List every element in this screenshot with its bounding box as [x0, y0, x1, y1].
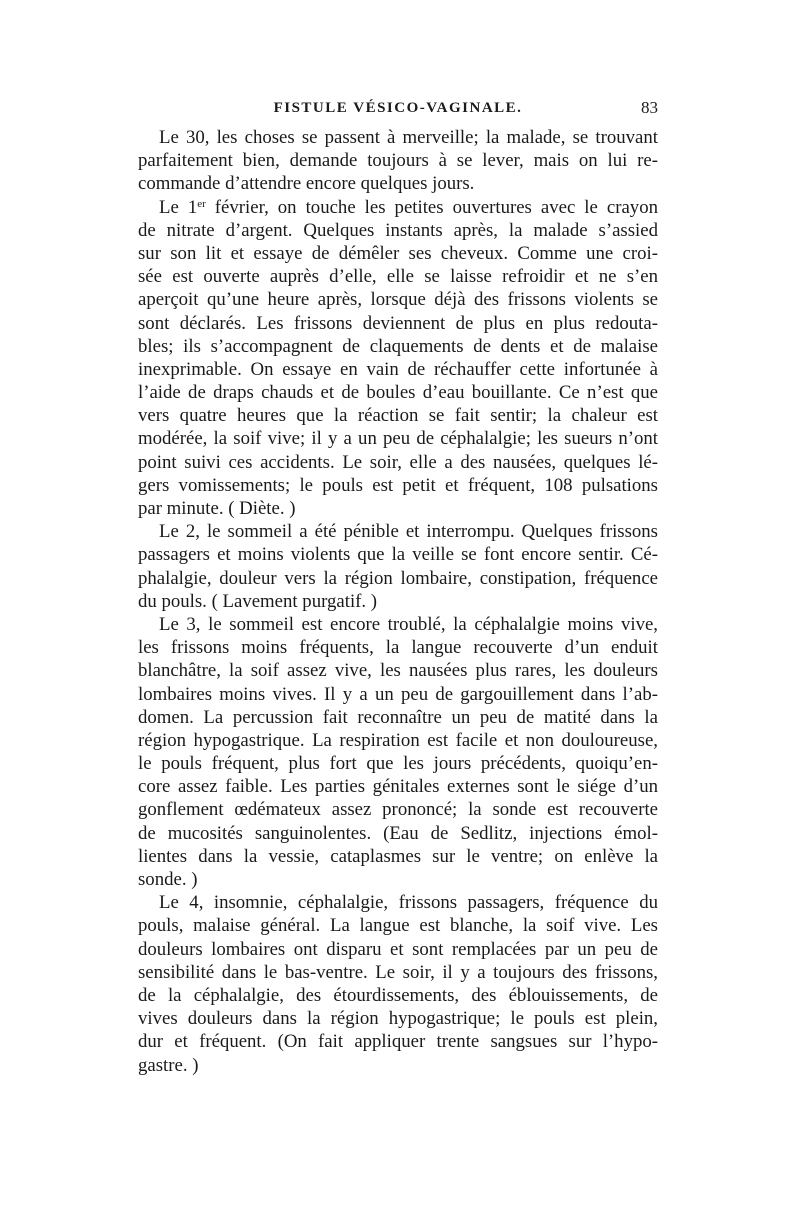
text-line: sonde. ) [138, 869, 198, 890]
text-line: passagers et moins violents que la veille se font encore sentir. Cé- [138, 544, 658, 566]
text-line: lientes dans la vessie, cataplasmes sur le ventre; on enlève la [138, 845, 658, 867]
text-line: dur et fréquent. (On fait appliquer trente sangsues sur l’hypo- [138, 1031, 658, 1053]
page-number: 83 [641, 98, 658, 117]
text-line: gastre. ) [138, 1054, 199, 1076]
text-line: gonflement œdémateux assez prononcé; la sonde est recouverte [138, 799, 658, 821]
text-line: aperçoit qu’une heure après, lorsque déjà des frissons violents se [138, 289, 658, 311]
text-line: par minute. ( Diète. ) [138, 498, 296, 519]
text-fragment: février, on touche les petites ouvertures avec le crayon [205, 196, 658, 218]
text-line: gers vomissements; le pouls est petit et fréquent, 108 pulsations [138, 474, 658, 496]
text-line: Le 4, insomnie, céphalalgie, frissons passagers, fréquence du [159, 892, 658, 914]
text-line: bles; ils s’accompagnent de claquements de dents et de malaise [138, 335, 658, 357]
text-line: sont déclarés. Les frissons deviennent de plus en plus redouta- [138, 312, 658, 334]
text-line: de nitrate d’argent. Quelques instants après, la malade s’assied [138, 219, 658, 241]
text-line: de mucosités sanguinolentes. (Eau de Sedlitz, injections émol- [138, 822, 658, 844]
text-line: douleurs lombaires ont disparu et sont remplacées par un peu de [138, 938, 658, 960]
text-line: phalalgie, douleur vers la région lombaire, constipation, fréquence [138, 567, 658, 589]
text-line: l’aide de draps chauds et de boules d’eau bouillante. Ce n’est que [138, 382, 658, 404]
text-line: de la céphalalgie, des étourdissements, des éblouissements, de [138, 984, 658, 1006]
text-line: lombaires moins vives. Il y a un peu de gargouillement dans l’ab- [138, 683, 658, 705]
text-line: Le 2, le sommeil a été pénible et interrompu. Quelques frissons [159, 521, 658, 543]
text-line: core assez faible. Les parties génitales externes sont le siége d’un [138, 776, 658, 798]
text-line: modérée, la soif vive; il y a un peu de céphalalgie; les sueurs n’ont [138, 428, 658, 450]
text-line: vers quatre heures que la réaction se fait sentir; la chaleur est [138, 405, 658, 427]
text-line: sée est ouverte auprès d’elle, elle se laisse refroidir et ne s’en [138, 266, 658, 288]
text-line: les frissons moins fréquents, la langue recouverte d’un enduit [138, 637, 658, 659]
text-line: le pouls fréquent, plus fort que les jours précédents, quoiqu’en- [138, 753, 658, 775]
superscript: er [197, 197, 206, 210]
text-line: Le 3, le sommeil est encore troublé, la céphalalgie moins vive, [159, 613, 658, 635]
text-line: blanchâtre, la soif assez vive, les nausées plus rares, les douleurs [138, 660, 658, 682]
running-title: FISTULE VÉSICO-VAGINALE. [273, 100, 523, 116]
text-line [138, 196, 658, 219]
text-line: domen. La percussion fait reconnaître un peu de matité dans la [138, 706, 658, 728]
text-line: inexprimable. On essaye en vain de réchauffer cette infortunée à [138, 358, 658, 380]
text-line: région hypogastrique. La respiration est facile et non douloureuse, [138, 729, 658, 751]
text-line: sur son lit et essaye de démêler ses cheveux. Comme une croi- [138, 242, 658, 264]
text-line: pouls, malaise général. La langue est blanche, la soif vive. Les [138, 915, 658, 937]
body-text [138, 126, 658, 1077]
text-line: parfaitement bien, demande toujours à se lever, mais on lui re- [138, 150, 658, 172]
text-line: sensibilité dans le bas-ventre. Le soir, il y a toujours des frissons, [138, 961, 658, 983]
running-head [138, 96, 658, 120]
text-line: vives douleurs dans la région hypogastrique; le pouls est plein, [138, 1008, 658, 1030]
text-fragment: Le 1 [159, 196, 198, 218]
text-line: commande d’attendre encore quelques jours. [138, 173, 475, 195]
text-line: point suivi ces accidents. Le soir, elle a des nausées, quelques lé- [138, 451, 658, 473]
text-line: du pouls. ( Lavement purgatif. ) [138, 590, 378, 612]
text-line: Le 30, les choses se passent à merveille; la malade, se trouvant [159, 127, 658, 148]
